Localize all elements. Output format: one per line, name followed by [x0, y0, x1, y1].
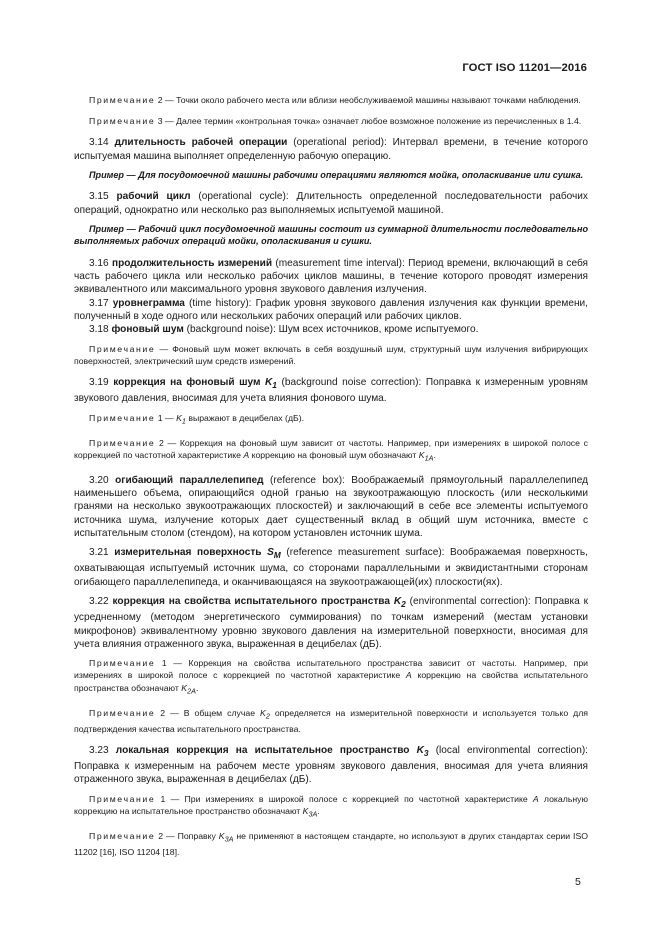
clause-3-21: 3.21 измерительная поверхность $S_M$ (reference measurement surface): Воображаемая поверхность, охватывающая испытуемый источник шума, со сторонами параллельными и эквидистантными сторонам огибающего параллелепипеда, и оканчивающаяся на звукоотражающей(их) плоскости(ях). [74, 547, 588, 588]
standard-header: ГОСТ ISO 11201—2016 [462, 62, 587, 74]
term-3-23: локальная коррекция на испытательное пространство [115, 744, 410, 756]
note-label: Примечание [89, 830, 156, 841]
note-label: Примечание [89, 658, 156, 669]
term-3-21: измерительная поверхность [114, 547, 262, 559]
clause-3-22: 3.22 коррекция на свойства испытательного пространства $K_2$ (environmental correction): Поправка к усредненному (методом энергетического суммирования) по точкам измерений (местам установки микрофонов) эквивалентному уровню звукового давления на измерительной поверхности, вносимая для учета влияния отраженного звука, выраженная в децибелах (дБ). [74, 596, 588, 650]
clause-3-14: 3.14 длительность рабочей операции (operational period): Интервал времени, в течение которого испытуемая машина выполняет определенную рабочую операцию. [74, 137, 589, 162]
example-3-14: Пример — Для посудомоечной машины рабочими операциями являются мойка, ополаскивание или сушка. [89, 170, 584, 180]
symbol-k1a: $K_{1A}$ [418, 449, 434, 463]
symbol-k2: $K_2$ [260, 707, 270, 721]
symbol-k2a: $K_{2A}$ [181, 682, 196, 696]
symbol-k1: $K_1$ [265, 377, 277, 391]
note-label: Примечание [89, 437, 156, 448]
term-3-20: огибающий параллелепипед [115, 474, 264, 486]
note-3-19-1: Примечание 1 — $K_1$ выражают в децибелах (дБ). [89, 412, 305, 426]
example-3-15: Пример — Рабочий цикл посудомоечной машины состоит из суммарной длительности последовательно выполняемых рабочих операций мойки, ополаскивания и сушки. [74, 224, 588, 247]
clause-3-20: 3.20 огибающий параллелепипед (reference box): Воображаемый прямоугольный параллелепипед наименьшего объема, опирающийся одной гранью на звукоотражающую плоскость (или несколькими гранями на несколько звукоотражающих плоскостей) и заключающий в себе все элементы испытуемого источника шума, излучение которых дает существенный вклад в общий шум источника, вместе с испытательным столом (стендом), на котором установлен источник шума. [74, 474, 588, 539]
note-3-18: Примечание — Фоновый шум может включать в себя воздушный шум, структурный шум излучения вибрирующих поверхностей, электрический шум средств измерений. [74, 343, 588, 366]
note-3-19-2: Примечание 2 — Коррекция на фоновый шум зависит от частоты. Например, при измерениях в широкой полосе с коррекцией по частотной характеристике A коррекцию на фоновый шум обозначают $K_{1A}$. [74, 437, 588, 463]
note-3-23-2: Примечание 2 — Поправку $K_{3A}$ не применяют в настоящем стандарте, но используют в других стандартах серии ISO 11202 [16], ISO 11204 [18]. [74, 830, 588, 857]
note-3-22-2: Примечание 2 — В общем случае $K_2$ определяется на измерительной поверхности и используется только для подтверждения качества испытательного пространства. [74, 707, 588, 734]
term-3-18: фоновый шум [111, 324, 184, 336]
note-label: Примечание [89, 95, 156, 105]
symbol-k3a: $K_{3A}$ [218, 830, 234, 844]
page-number: 5 [575, 876, 581, 888]
note-label: Примечание [89, 343, 156, 354]
note-label: Примечание [89, 707, 156, 718]
term-3-15: рабочий цикл [116, 191, 191, 203]
clause-3-18: 3.18 фоновый шум (background noise): Шум всех источников, кроме испытуемого. [89, 324, 479, 336]
note-3-13-2: Примечание 2 — Точки около рабочего места или вблизи необслуживаемой машины называют точками наблюдения. [89, 95, 581, 105]
term-3-19: коррекция на фоновый шум [113, 377, 261, 388]
clause-3-16: 3.16 продолжительность измерений (measurement time interval): Период времени, включающий в себя часть рабочего цикла или несколько рабочих циклов машины, в течение которого проводят измерения эквивалентного или максимального уровня звукового давления излучения. [74, 257, 588, 296]
note-3-23-1: Примечание 1 — При измерениях в широкой полосе с коррекцией по частотной характеристике A локальную коррекцию на испытательное пространство обозначают $K_{3A}$. [74, 793, 588, 819]
note-3-22-1: Примечание 1 — Коррекция на свойства испытательного пространства зависит от частоты. Например, при измерениях в широкой полосе с коррекцией по частотной характеристике A коррекцию на свойства испытательного пространства обозначают $K_{2A}$. [74, 658, 589, 696]
symbol-k2: $K_2$ [393, 596, 406, 610]
symbol-k1: $K_1$ [176, 412, 186, 426]
note-label: Примечание [89, 793, 156, 804]
note-3-13-3: Примечание 3 — Далее термин «контрольная точка» означает любое возможное положение из перечисленных в 1.4. [89, 116, 582, 127]
clause-3-17: 3.17 уровнеграмма (time history): График уровня звукового давления излучения как функции времени, полученный в ходе одного или нескольких рабочих операций или рабочих циклов. [74, 297, 588, 322]
note-label: Примечание [89, 412, 156, 423]
note-label: Примечание [89, 116, 156, 127]
clause-3-23: 3.23 локальная коррекция на испытательное пространство $K_3$ (local environmental correction): Поправка к измеренным на рабочем месте уровням звукового давления, вносимая для учета влияния отраженного звука, выраженная в децибелах (дБ). [74, 744, 588, 786]
clause-3-15: 3.15 рабочий цикл (operational cycle): Длительность определенной последовательности рабочих операций, однократно или несколько раз выполняемых испытуемой машиной. [74, 191, 588, 216]
symbol-k3a: $K_{3A}$ [302, 805, 318, 819]
page-content [74, 94, 588, 867]
term-3-22: коррекция на свойства испытательного пространства [112, 596, 390, 608]
clause-3-19: 3.19 коррекция на фоновый шум $K_1$ (background noise correction): Поправка к измеренным уровням звукового давления, вносимая для учета влияния фонового шума. [74, 377, 588, 405]
term-3-14: длительность рабочей операции [114, 137, 288, 149]
term-3-17: уровнеграмма [112, 297, 185, 309]
term-3-16: продолжительность измерений [111, 257, 273, 269]
symbol-sm: $S_M$ [267, 547, 281, 561]
symbol-k3: $K_3$ [416, 744, 429, 758]
